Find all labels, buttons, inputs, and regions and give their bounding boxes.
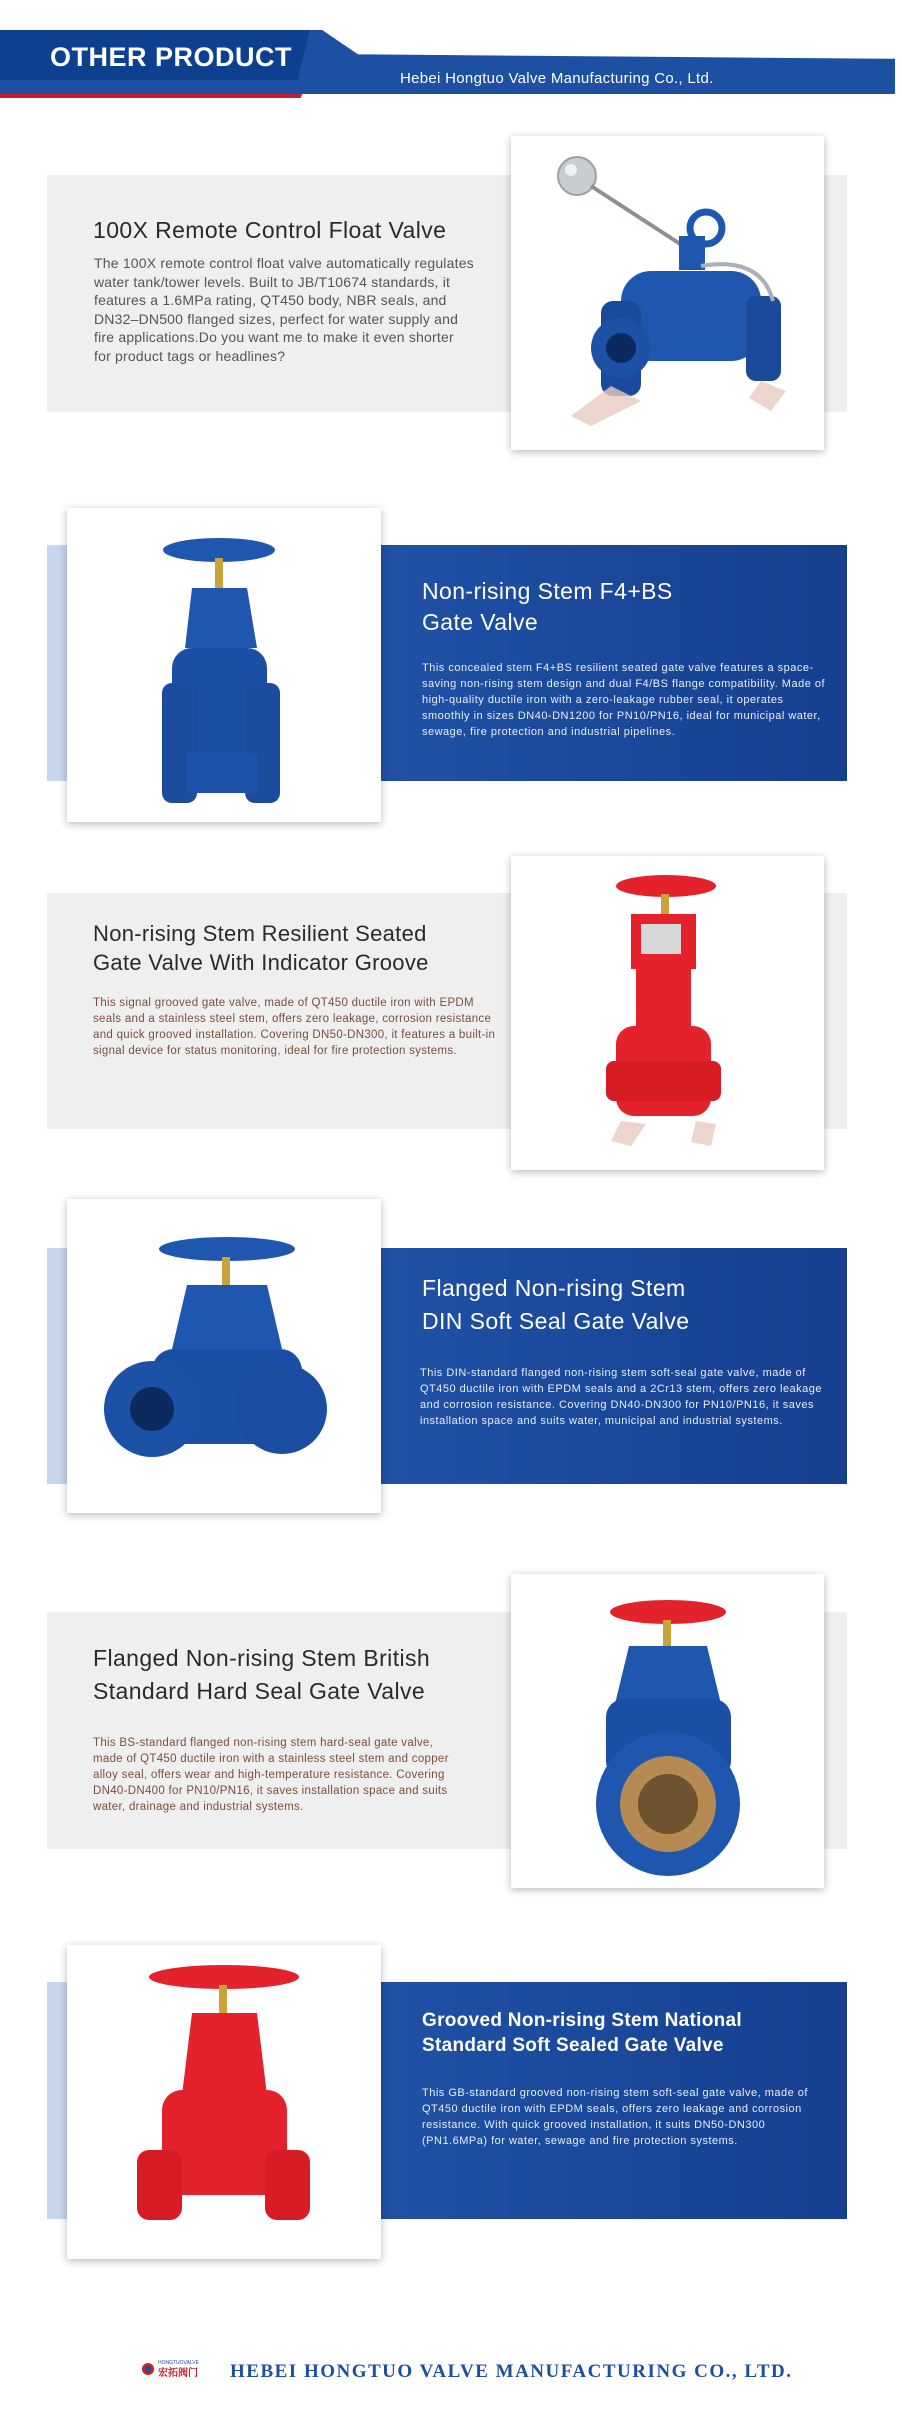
product-description: The 100X remote control float valve automatically regulates water tank/tower levels. Built to JB/T10674 standards, it features a 1.6MPa rating, QT450 body, NBR seals, and DN32–DN500 flanged sizes, perfect for water supply and fire applications.Do you want me to make it even shorter for product tags or headlines? bbox=[94, 255, 474, 364]
product-title: 100X Remote Control Float Valve bbox=[93, 217, 447, 243]
product-description: This signal grooved gate valve, made of QT450 ductile iron with EPDM seals and a stainless steel stem, offers zero leakage, corrosion resistance and quick grooved installation. Covering DN50-DN300, it features a built-in signal device for status monitoring, ideal for fire protection systems. bbox=[93, 997, 496, 1057]
page-title: OTHER PRODUCT bbox=[50, 42, 292, 72]
product-title-line1: Flanged Non-rising Stem bbox=[422, 1275, 686, 1301]
product-image-float-valve[interactable] bbox=[511, 136, 824, 450]
product-image-bs-gate-valve[interactable] bbox=[511, 1574, 824, 1888]
product-description: This DIN-standard flanged non-rising stem soft-seal gate valve, made of QT450 ductile iron with EPDM seals and a 2Cr13 stem, offers zero leakage and corrosion resistance. Covering DN40-DN300 for PN10/PN16, it saves installation space and suits water, municipal and industrial systems. bbox=[420, 1367, 823, 1427]
bs-valve-icon bbox=[511, 1574, 824, 1888]
product-title-line2: Gate Valve bbox=[422, 609, 539, 635]
product-image-din-gate-valve[interactable] bbox=[67, 1199, 381, 1513]
header-company: Hebei Hongtuo Valve Manufacturing Co., Ltd. bbox=[400, 70, 714, 87]
company-logo[interactable] bbox=[140, 2357, 218, 2379]
product-description: This BS-standard flanged non-rising stem hard-seal gate valve, made of QT450 ductile iron with a stainless steel stem and copper alloy seal, offers wear and high-temperature resistance. Covering DN40-DN400 for PN10/PN16, it saves installation space and suits water, drainage and industrial systems. bbox=[93, 1737, 449, 1813]
product-title-line2: DIN Soft Seal Gate Valve bbox=[422, 1308, 690, 1334]
product-title-line1: Non-rising Stem F4+BS bbox=[422, 578, 673, 604]
product-image-grooved-gate-valve[interactable] bbox=[67, 1945, 381, 2259]
logo-english: HONGTUOVALVE bbox=[158, 2360, 199, 2366]
product-title-line2: Standard Soft Sealed Gate Valve bbox=[422, 2035, 724, 2056]
din-valve-icon bbox=[67, 1199, 381, 1513]
gate-valve-icon bbox=[67, 508, 381, 822]
product-description: This concealed stem F4+BS resilient seated gate valve features a space-saving non-rising stem design and dual F4/BS flange compatibility. Made of high-quality ductile iron with a zero-leakage rubber seal, it operates smoothly in sizes DN40-DN1200 for PN10/PN16, ideal for municipal water, sewage, fire protection and industrial pipelines. bbox=[422, 662, 826, 738]
product-image-signal-gate-valve[interactable] bbox=[511, 856, 824, 1170]
product-title-line1: Grooved Non-rising Stem National bbox=[422, 2010, 742, 2031]
logo-chinese: 宏拓阀门 bbox=[158, 2368, 198, 2379]
product-title-line2: Standard Hard Seal Gate Valve bbox=[93, 1678, 426, 1704]
product-image-gate-valve[interactable] bbox=[67, 508, 381, 822]
signal-valve-icon bbox=[511, 856, 824, 1170]
product-title-line2: Gate Valve With Indicator Groove bbox=[93, 950, 429, 975]
product-description: This GB-standard grooved non-rising stem soft-seal gate valve, made of QT450 ductile iron with EPDM seals, offers zero leakage and corrosion resistance. With quick grooved installation, it suits DN50-DN300 (PN1.6MPa) for water, sewage and fire protection systems. bbox=[422, 2087, 808, 2147]
grooved-valve-icon bbox=[67, 1945, 381, 2259]
product-title-line1: Non-rising Stem Resilient Seated bbox=[93, 921, 427, 946]
footer-company-name: HEBEI HONGTUO VALVE MANUFACTURING CO., LTD. bbox=[230, 2361, 793, 2382]
product-title-line1: Flanged Non-rising Stem British bbox=[93, 1645, 431, 1671]
float-valve-icon bbox=[511, 136, 824, 450]
